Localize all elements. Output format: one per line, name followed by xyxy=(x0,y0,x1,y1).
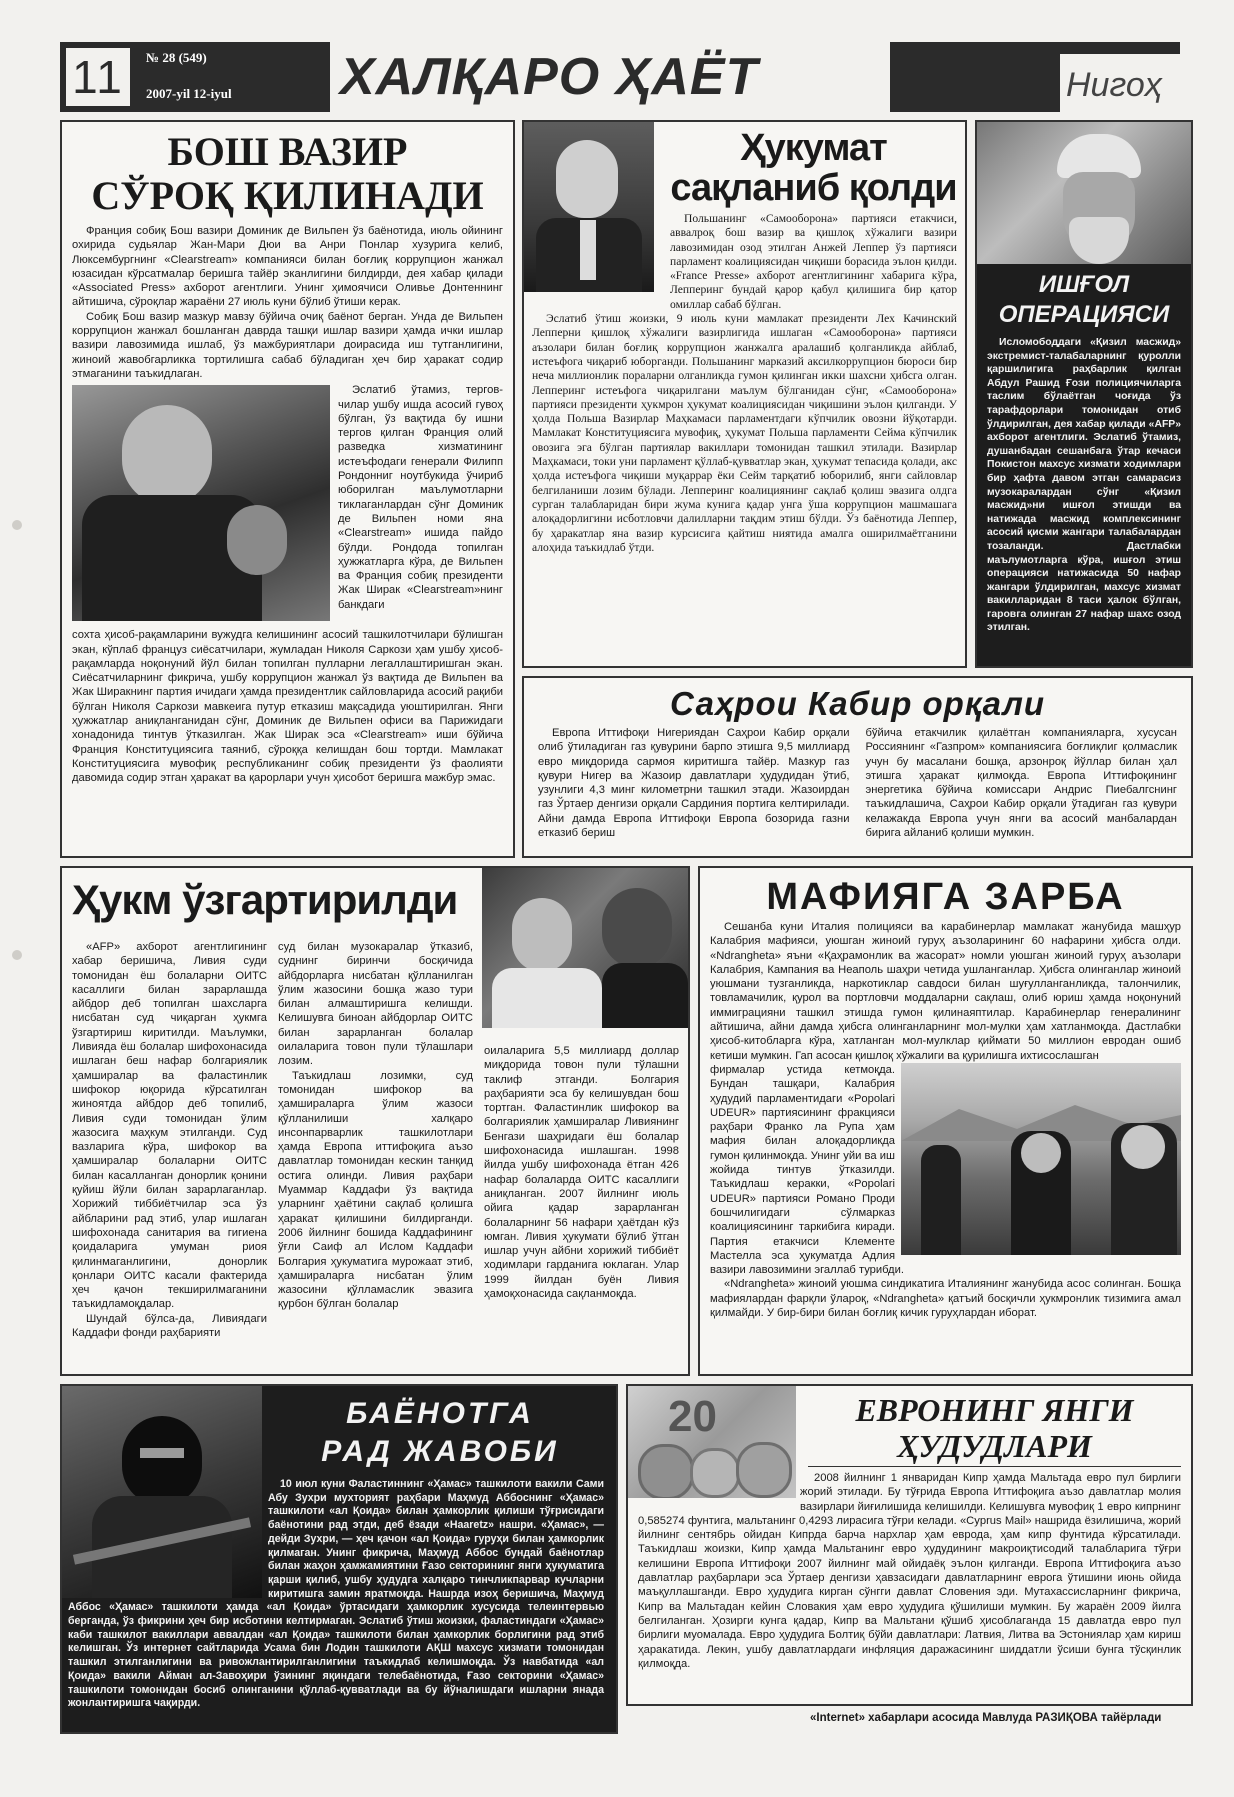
article-title: ҲУДУДЛАРИ xyxy=(808,1428,1181,1467)
section-title: ХАЛҚАРО ҲАЁТ xyxy=(340,48,759,106)
article-title: Ҳукм ўзгартирилди xyxy=(72,876,458,923)
article-ishgol xyxy=(975,120,1193,668)
article-title: ОПЕРАЦИЯСИ xyxy=(998,301,1170,328)
article-hukumat xyxy=(522,120,967,668)
paragraph: Собиқ Бош вазир мазкур мавзу бўйича очиқ баёнот берган. Унда де Вильпен коррупцион жанжал бошланган даврда ташқи ишлар вазири ҳамда ички ишлар вазири лавозимида ишлаб, ўз мажбуриятлари доирасида иш тутганлигини, жиноий жавобгарликка тортилишга сабаб бўладиган ҳеч бир ҳаракат содир этмаганини таъкидлаган. xyxy=(72,310,503,380)
paragraph: фирмалар устида кетмоқда. Бундан ташқари, Калабрия ҳудудий парламентидаги «Popolari UDEUR» партиясининг фракцияси раҳбари Франко ла Рупа ҳам мафия билан алоқадорликда гумон қилинмоқда. Унинг уйи ва иш жойида тинтув ўтказилди. Таъкидлаш керакки, «Popolari UDEUR» партияси Романо Проди бошчилигидаги сўлмарказ коалициясининг таркибига киради. Партия етакчиси Клементе Мастелла эса ҳукуматда Адлия вазири лавозимини эгаллаб турибди. xyxy=(710,1063,904,1277)
paragraph: «AFP» ахборот агентлигининг хабар беришича, Ливия суди томонидан ёш болаларни ОИТС касаллиги билан зарарлашда айбдор деб топилган шахсларга нисбатан суд чиқарган ҳукмга ўзгартириш киритилди. Маълумки, Ливияда ёш болалар шифохонасида ишлаган беш нафар болгариялик ҳамширалар ва фаластинлик шифокор юқорида кўрсатилган жиноятда айбдор деб топилиб, Ливия суди томонидан ўлим жазосига маҳкум этилганди. Суд вазларига кўра, шифокор ва ҳамширалар болаларни ОИТС билан касалланган донорлик қонини қуйиш йўли билан зарарлаганлар. Хорижий тиббиётчилар эса ўз айбларини рад этиб, улар ишлаган шифохонада санитария ва гигиена қоидаларига умуман риоя қилинмаганлигини, донорлик қонлари ОИТС касали фактерида ҳеч қачон текширилмаганини таъкидламоқдалар. xyxy=(72,941,267,1311)
paragraph: Сешанба куни Италия полицияси ва карабинерлар мамлакат жанубида машҳур Калабрия мафияси, уюшган жиноий гуруҳ аъзоларининг 60 нафарини ҳибсга олди. «Ndrangheta» яъни «Қаҳрамонлик ва жасорат» номли уюшган жиноий гуруҳ аъзолари Калабрия, Кампания ва Неаполь шаҳри четида ушланганлар. Ҳибсга олинганлар жиноий уюшмани тузганликда, наркотиклар савдоси билан шуғулланганликда, талончилик, товламачилик, қурол ва портловчи моддаларни сақлаш, олиб юриш ҳамда ноқонуний иммиграцияни ташкил этишда гумон қилинаяптилар. Карабинерлар генералининг айтишича, айни дамда ҳибсга олинганларнинг мол-мулки ҳам хатланмоқда. Дастлабки ҳисоб-китобларга кўра, хатланган мол-мулклар қиймати 50 миллион евродан ошиб кетиши мумкин. Гап асосан қишлоқ хўжалиги ва қурилишга ихтисослашган xyxy=(710,921,1181,1062)
article-title: РАД ЖАВОБИ xyxy=(321,1435,559,1468)
article-title: ИШҒОЛ xyxy=(1038,271,1130,298)
paragraph: Исломободдаги «Қизил масжид» экстремист-талабаларнинг қуролли қаршилигига раҳбарлик қилган Абдул Рашид Ғози полициячиларга таслим бўлаётган чоғида ўз тарафдорлари томонидан отиб ўлдирилган, дея хабар қилади «AFP» ахборот агентлиги. Эслатиб ўтамиз, душанбадан сешанбага ўтар кечаси Покистон махсус хизмати ходимлари бир ҳафта давом этган самарасиз музокаралардан сўнг «Қизил масжид»ни ишғол этишди ва натижада масжид комплексининг асосий қисми жангари талабалардан тозаланди. Дастлабки маълумотларга кўра, ишғол этиш операцияси натижасида 50 нафар жангари ўлдирилган, махсус хизмат вакилларидан 8 таси ҳалок бўлган, гаровга олинган 27 нафар шахс озод этилган. xyxy=(987,337,1181,634)
paragraph: бўйича етакчилик қилаётган компанияларга, хусусан Россиянинг «Газпром» компаниясига боғлиқлиг қолмаслик учун бу масалани бошқа, арзонроқ йўллар билан ҳал этишга ҳаракат қилмоқда. Европа Иттифоқининг энергетика бўйича комиссари Андрис Пиебалгснинг таъкидлашича, Саҳрои Кабир орқали ўтадиган газ қувури келажакда Европа учун янги ва асосий манбалардан бирига айланиб қолиши мумкин. xyxy=(865,727,1177,840)
photo-lepper-portrait xyxy=(524,122,654,292)
photo-defendants xyxy=(482,868,688,1028)
paragraph: Польшанинг «Самооборона» партияси етакчиси, аввалроқ бош вазир ва қишлоқ хўжалиги вазири лавозимидан озод этилган Анжей Леппер ўз партияси парламент коалициясидан чиқиши борасида эълон қилди. «France Presse» ахборот агентлигининг хабарига кўра, Лепперинг бундай қарор қабул қилишига бир қатор омиллар сабаб бўлган. xyxy=(670,212,957,311)
paragraph: «Ndrangheta» жиноий уюшма синдикатига Италиянинг жанубида асос солинган. Бошқа мафиялардан фарқли ўлароқ, «Ndrangheta» қатъий босқичли ҳукмронлик тизимига амал қилмайди. У бир-бири билан боғлиқ кичик гуруҳлардан иборат. xyxy=(710,1278,1181,1320)
paragraph: Эслатиб ўтамиз, тергов-чилар ушбу ишда асосий гувоҳ бўлган, ўз вақтида бу ишни тергов қилган Франция олий разведка хизматининг истеъфодаги генерали Филипп Рондонниг ноутбукида ўчириб юборилган маълумотларни тиклаганлардан сўнг Доминик де Вильпен номи яна «Clearstream» ишида пайдо бўлди. Рондода топилган ҳужжатларга кўра, де Вильпен ва Франция собиқ президенти Жак Ширак «Clearstream»нинг банкдаги xyxy=(338,384,503,611)
article-title: СЎРОҚ ҚИЛИНАДИ xyxy=(91,173,484,218)
photo-euro-coins: 20 xyxy=(628,1386,796,1498)
paragraph: сохта ҳисоб-рақамларини вужудга келишининг асосий ташкилотчилари бўлишган экан, кўплаб француз сиёсатчилари, жумладан Николя Саркози ҳам ушбу ҳисоб-рақамларда ноқонуний йўл билан топилган пулларни легаллаштиришган экан. Сиёсатчиларнинг фикрича, ушбу коррупцион жанжал ўз вақтида де Вильпен ва Жак Ширакнинг партия ичидаги ҳамда президентлик сайловларида асосий рақиби бўлган Николя Саркози мавкеига путур етказиш мақсадида уюштирилган. Янги ҳужжатлар аниқланганидан сўнг, Доминик де Вильпен офиси ва Парижидаги хонадонида тинтув ўтказилган. Жак Ширак эса «Clearstream» иши бўйича Франция Конституциясига таяниб, сўроққа келишдан бош тортди. Мамлакат Конституциясига мувофиқ республиканинг собиқ президенти ўз фаолияти давомида содир этган ҳаракат ва қарорлари учун ҳисобот беришга мажбур эмас. xyxy=(72,629,503,785)
punch-hole xyxy=(12,520,22,530)
paragraph: Таъкидлаш лозимки, суд томонидан шифокор ва ҳамшираларга ўлим жазоси қўлланилиши халқаро инсонпарварлик ташкилотлари ҳамда Европа иттифоқига аъзо давлатлар томонидан кескин танқид остига олинди. Ливия раҳбари Муаммар Каддафи ўз вақтида уларнинг ҳаётини сақлаб қолишга ҳаракат қилишини билдирганди. 2006 йилнинг бошида Каддафининг ўғли Саиф ал Ислом Каддафи Болгария ҳукуматига мурожаат этиб, ҳамшираларга нисбатан ўлим жазосини қўлламаслик эвазига қурбон бўлган болалар xyxy=(278,1069,473,1311)
rubric: Нигоҳ xyxy=(1066,66,1162,104)
issue-date: 2007-yil 12-iyul xyxy=(146,86,232,101)
article-bayonotga xyxy=(60,1384,618,1734)
photo-cleric-portrait xyxy=(977,122,1191,264)
article-title: БОШ ВАЗИР xyxy=(167,129,408,174)
paragraph: оилаларига 5,5 миллиард доллар миқдорида товон пули тўлашни таклиф этганди. Болгария раҳбарияти эса бу келишувдан бош тортган. Фаластинлик шифокор ва болгариялик ҳамширалар Ливиянинг Бенгази шаҳридаги ёш болалар шифохонасида ишлашган. 1998 йилда ушбу шифохонада ётган 426 нафар болаларда ОИТС касаллиги аниқланган. 2007 йилнинг июль ойига қадар зарарланган болаларнинг 56 нафари ҳаётдан кўз юмган. Ливия ҳукумати бўлиб ўтган ишлар учун айбни хорижий тиббиёт ходимлари гарданига юклаган. Улар 1999 йилдан буён Ливия ҳамоқхонасида сақланмоқда. xyxy=(484,1045,679,1301)
article-evro xyxy=(626,1384,1193,1706)
article-title: Ҳукумат xyxy=(740,127,887,169)
paragraph: 10 июл куни Фаластиннинг «Ҳамас» ташкилоти вакили Сами Абу Зухри мухторият раҳбари Маҳмуд Аббоснинг «Ҳамас» ташкилоти «ал Қоида» билан ҳамкорлик қилиши тўғрисидаги баёнотини рад этди, деб ёзади «Haaretz» нашри. «Ҳамас», — дейди Зухри, — ҳеч қачон «ал Қоида» гуруҳи билан ҳамкорлик қилмаган. Унинг фикрича, Маҳмуд Аббос бундай баёнотлар билан жаҳон ҳамжамиятини Ғазо секторининг янги ҳукуматига қарши қилиб, ушбу ҳудудга халқаро тинчликпарвар кучларни киритишга замин яратмоқда. Нашрда изоҳ беришича, Маҳмуд Аббос «Ҳамас» ташкилоти ҳамда «ал Қоида» ўртасидаги ҳамкорлик хусусида телеинтервью берганда, ўз фикрини ҳеч бир исботини келтирмаган. Эслатиб ўтиш жоизки, фаластиндаги «Ҳамас» каби ташкилот вакиллари аввалдан «ал Қоида» ташкилоти билан ҳамкорлик борлигини рад этиб келишган. Ўз интернет сайтларида Усама бин Лодин ташкилоти АҚШ махсус хизмати томонидан ташкил этилганлигини ва ривожлантирилганлигини таъкидлаб келишмоқда. Ўз навбатида «ал Қоида» вакили Айман ал-Завоҳири ўзининг яқиндаги телебаёнотида, Ғазо секторини «Ҳамас» ташкилоти томонидан босиб олинганини қўллаб-қувватлади ва бу йўналишдаги ишларни янада жонлантиришга чақирди. xyxy=(68,1478,604,1710)
paragraph: Франция собиқ Бош вазири Доминик де Вильпен ўз баёнотида, июль ойининг охирида судьялар Жан-Мари Дюи ва Анри Понлар хузурига келиб, Люксембургнинг «Clearstream» компанияси билан боғлиқ коррупцион жанжал юзасидан кўрсатмалар беришга тайёр эканлигини билдирди, дея хабар қилади «Associated Press» ахборот агентлиги. Унинг ҳимоячиси Оливье Донтеннинг айтишича, сўроқлар жараёни 27 июль куни бўлиб ўтиши керак. xyxy=(72,225,503,309)
issue-number: № 28 (549) xyxy=(146,50,207,65)
article-title: Саҳрои Кабир орқали xyxy=(669,685,1046,722)
article-title: сақланиб қолди xyxy=(670,167,957,209)
author-credit: «Internet» хабарлари асосида Мавлуда РАЗИҚОВА тайёрлади xyxy=(810,1712,1162,1724)
page-number: 11 xyxy=(64,46,132,108)
article-sahroi-kabir xyxy=(522,676,1193,858)
article-bosh-vazir xyxy=(60,120,515,858)
paragraph: Шундай бўлса-да, Ливиядаги Каддафи фонди раҳбарияти xyxy=(72,1312,267,1340)
article-hukm xyxy=(60,866,690,1376)
article-title: ЕВРОНИНГ ЯНГИ xyxy=(855,1392,1134,1428)
article-title: БАЁНОТГА xyxy=(346,1397,534,1430)
photo-de-villepin-crowd xyxy=(72,385,330,621)
article-mafia xyxy=(698,866,1193,1376)
paragraph: Европа Иттифоқи Нигериядан Саҳрои Кабир орқали олиб ўтиладиган газ қувурини барпо этишга 9,5 миллиард евро миқдорида сармоя киритишга тайёр. Мазкур газ қувури Нигер ва Жазоир давлатлари ҳудудидан ўтиб, узунлиги 4,3 минг километрни ташкил этади. Жазоирдан газ Ўртаер денгизи орқали Сардиния портига келтирилади. Айни дамда Европа Иттифоқи Европа бозорида газни етказиб бериш xyxy=(538,727,850,840)
punch-hole xyxy=(12,950,22,960)
paragraph: суд билан музокаралар ўтказиб, суднинг биринчи босқичида айбдорларга нисбатан қўлланилган ўлим жазосини бошқа жазо тури билан алмаштиришга келишди. Келишувга биноан айбдорлар ОИТС билан зарарланган болалар оилаларига товон пули тўлашлари лозим. xyxy=(278,941,473,1068)
paragraph: 2008 йилнинг 1 январидан Кипр ҳамда Мальтада евро пул бирлиги жорий этилади. Бу тўғрида Европа Иттифоқига аъзо давлатлар молия вазирлари йиғилишида келишилди. Келишувга мувофиқ 1 евро кипрнинг 0,585274 фунтига, мальтанинг 0,4293 лирасига тўғри келади. «Cyprus Mail» нашрида ёзилишича, жорий йилнинг сентябрь ойидан Кипрда барча нархлар ҳам еврода, ҳам кипр фунтида кўрсатилади. Таъкидлаш жоизки, Кипр ҳамда Мальтанинг евро ҳудудининг макроиқтисодий талабларига тўғри келишини Европа Иттифоқи 2007 йилнинг май ойидаёқ эълон қилганди. Европа Иттифоқига аъзо давлатлар раҳбарлари эса Ўртаер денгизи ҳавзасидаги давлатларнинг еврога ўтишини июнь ойида маъқуллашганди. Евро ҳудудига кирган сўнгги давлат Словения эди. Мутахассисларнинг фикрича, Кипр ва Мальтадан кейин Словакия ҳам евро ҳудудига қўшилиши мумкин. Бу жараён 2009 йилга белгиланган. Ҳозирги кунга қадар, Кипр ва Мальтани қўшиб ҳисоблаганда 15 давлатда евро пул бирлиги муомалада. Евро ҳудудига Болтиқ бўйи давлатлари: Латвия, Литва ва Эстониялар ҳам кириш ҳаракатида. Лекин, ушбу давлатлардаги инфляция даражасининг шиддатли ўсиши бунга тўсқинлик қилмоқда. xyxy=(638,1472,1181,1670)
photo-carabinieri xyxy=(901,1063,1181,1255)
paragraph: Эслатиб ўтиш жоизки, 9 июль куни мамлакат президенти Лех Качинский Лепперни қишлоқ хўжалиги вазирлигида ишлаган «Самооборона» партияси аъзолари билан боғлиқ коррупцион жанжалга аралашиб қолганликда айблаб, истеъфога чиқариб юборганди. Польшанинг марказий аксилкоррупцион бюроси бир неча миллионлик пораларни олганликда гумон қилинган икки шахсни ҳибсга олган. Лепперинг истеъфога чиқарилгани маълум бўлганидан сўнг, «Самооборона» партияси президенти ҳукмрон ҳукумат коалициясидан чиқишини эълон қилганди. У ҳолда Польша Вазирлар Маҳкамаси парламентдаги кўпчилик овозни йўқотарди. Мамлакат Конституциясига мувофиқ, ҳукумат Польша парламенти Сейма кўпчилик овозига эга бўлган партиялар вакиллари томонидан ташкил этилади. Вазирлар Маҳкамаси, токи уни парламент қўллаб-қувватлар экан, ҳукумат тепасида қолади, акс ҳолда истеъфога чиқиши муқаррар ёки Сейм тарқатиб юборилиб, янги сайловлар белгиланиши лозим бўлади. Лепперинг коалициянинг сақлаб қолиш эвазига олдга сурган талабларидан бири жума кунига қадар унга ўша коррупцион машмашага алоқадорлигини исботловчи далилларни тақдим этиш бўлди. Ўз баёнотида Леппер, бу ҳаракатлар яна вазир курсисига қайтиш ниятида амалга оширилмаётганини алоҳида таъкидлаб ўтди. xyxy=(532,312,957,554)
article-title: МАФИЯГА ЗАРБА xyxy=(766,876,1125,918)
